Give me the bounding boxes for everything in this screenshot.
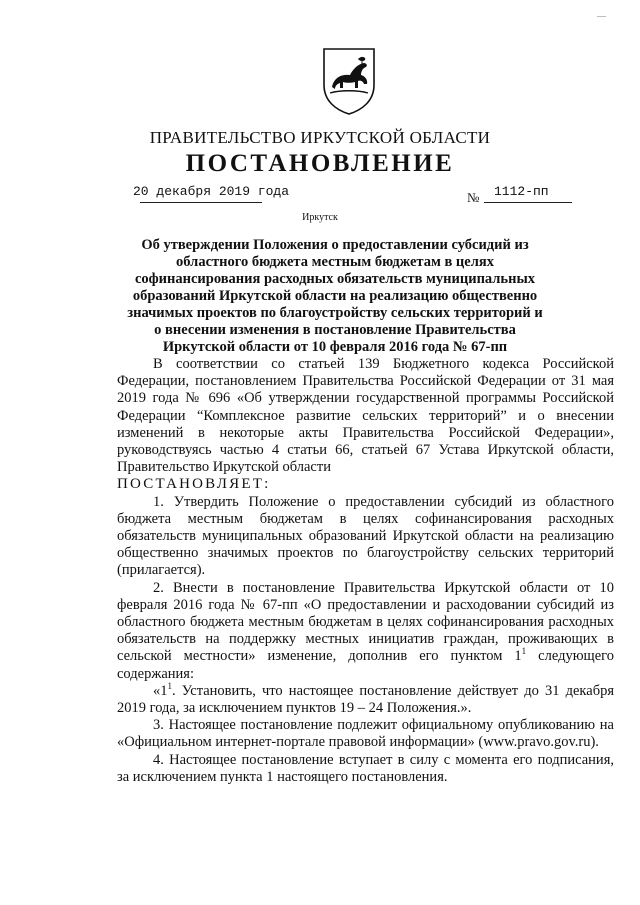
- document-date: 20 декабря 2019 года: [133, 184, 290, 199]
- preamble-paragraph: В соответствии со статьей 139 Бюджетного кодекса Российской Федерации, постановлением Правительства Российской Федерации от 31 мая 2019 года № 696 «Об утверждении государственной программы Российской Федерации “Комплексное развитие сельских территорий” и о внесении изменений в некоторые акты Правительства Российской Федерации», руководствуясь частью 4 статьи 66, статьей 67 Устава Иркутской области, Правительство Иркутской области: [117, 356, 614, 476]
- quote-paragraph: [117, 683, 614, 717]
- quote-open: «1: [153, 682, 168, 699]
- item-1-paragraph: 1. Утвердить Положение о предоставлении субсидий из областного бюджета местным бюджетам в целях софинансирования расходных обязательств муниципальных образований Иркутской области на реализацию общественно значимых проектов по благоустройству сельских территорий (прилагается).: [117, 493, 614, 579]
- number-sign: №: [467, 190, 480, 205]
- coat-of-arms-emblem: [322, 47, 376, 115]
- quote-text: . Установить, что настоящее постановление действует до 31 декабря 2019 года, за исключением пунктов 19 – 24 Положения.».: [117, 682, 614, 717]
- document-number: 1112-пп: [494, 184, 549, 199]
- item-2-tail: следующего содержания:: [117, 648, 614, 682]
- item-2-paragraph: [117, 580, 614, 683]
- document-title: Об утверждении Положения о предоставлении субсидий из областного бюджета местным бюджетам в целях софинансирования расходных обязательств муниципальных образований Иркутской области на реализацию общественно значимых проектов по благоустройству сельских территорий и о внесении изменения в постановление Правительства Иркутской области от 10 февраля 2016 года № 67-пп: [127, 237, 543, 355]
- document-type: ПОСТАНОВЛЕНИЕ: [185, 150, 455, 177]
- quote-superscript: 1: [167, 681, 172, 692]
- resolve-heading: ПОСТАНОВЛЯЕТ:: [117, 476, 271, 493]
- corner-mark: —: [597, 11, 606, 21]
- item-4-paragraph: 4. Настоящее постановление вступает в силу с момента его подписания, за исключением пункта 1 настоящего постановления.: [117, 751, 614, 785]
- number-underline: [484, 202, 572, 203]
- city-name: Иркутск: [302, 212, 338, 223]
- organization-name: ПРАВИТЕЛЬСТВО ИРКУТСКОЙ ОБЛАСТИ: [149, 128, 491, 147]
- item-2-superscript: 1: [521, 646, 527, 657]
- date-underline: [140, 202, 262, 203]
- document-body: [117, 356, 614, 786]
- item-3-paragraph: 3. Настоящее постановление подлежит официальному опубликованию на «Официальном интернет-портале правовой информации» (www.pravo.gov.ru).: [117, 717, 614, 751]
- item-2-text: 2. Внести в постановление Правительства Иркутской области от 10 февраля 2016 года № 67-пп «О предоставлении и расходовании субсидий из областного бюджета местным бюджетам в целях софинансирования расходных обязательств на поддержку местных инициатив граждан, проживающих в сельской местности» изменение, дополнив его пунктом 1: [117, 579, 614, 665]
